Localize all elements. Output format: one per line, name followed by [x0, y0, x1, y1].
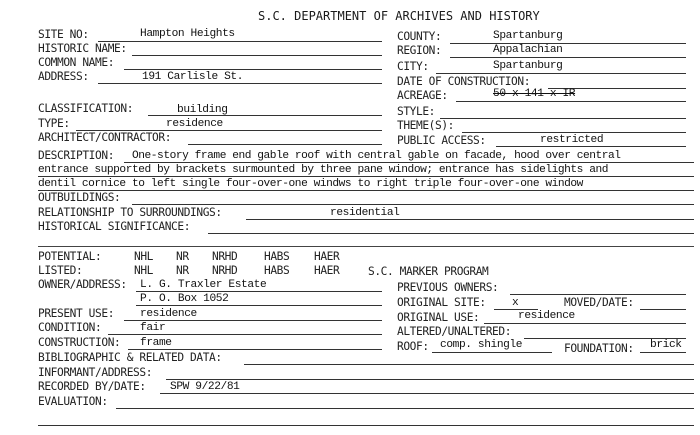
evaluation-label: EVALUATION:: [38, 395, 108, 408]
present-use-label: PRESENT USE:: [38, 307, 115, 320]
style-label: STYLE:: [397, 105, 436, 118]
previous-owners-label: PREVIOUS OWNERS:: [397, 281, 499, 294]
acreage-line: [456, 101, 686, 102]
potential-haer: HAER: [314, 250, 340, 263]
city-line: [436, 73, 686, 74]
public-access-value: restricted: [540, 134, 604, 146]
style-line: [440, 118, 686, 119]
listed-label: LISTED:: [38, 264, 83, 277]
region-line: [450, 57, 686, 58]
site-no-value: Hampton Heights: [140, 28, 235, 40]
description-rule-2: [38, 176, 694, 177]
city-label: CITY:: [397, 60, 429, 73]
county-line: [450, 43, 686, 44]
present-use-value: residence: [140, 308, 197, 320]
outbuildings-line: [132, 204, 694, 205]
themes-label: THEME(S):: [397, 119, 455, 132]
evaluation-line: [116, 408, 694, 409]
original-site-value: x: [512, 297, 519, 309]
site-no-line: [98, 41, 382, 42]
original-use-label: ORIGINAL USE:: [397, 311, 480, 324]
listed-nr: NR: [176, 264, 189, 277]
construction-value: frame: [140, 337, 172, 349]
bibliographic-label: BIBLIOGRAPHIC & RELATED DATA:: [38, 351, 222, 364]
city-value: Spartanburg: [493, 60, 563, 72]
themes-line: [462, 132, 686, 133]
outbuildings-label: OUTBUILDINGS:: [38, 191, 121, 204]
owner-address-label: OWNER/ADDRESS:: [38, 278, 127, 291]
type-value: residence: [166, 118, 223, 130]
classification-line: [148, 115, 382, 116]
owner-rule-1: [136, 291, 382, 292]
potential-nhl: NHL: [134, 250, 154, 263]
owner-line-1: L. G. Traxler Estate: [140, 279, 267, 291]
description-line-2: entrance supported by brackets surmounted by three pane window; entrance has sidelights and: [38, 164, 608, 176]
county-value: Spartanburg: [493, 30, 563, 42]
original-use-line: [484, 323, 686, 324]
relationship-label: RELATIONSHIP TO SURROUNDINGS:: [38, 206, 222, 219]
section-divider: [38, 246, 694, 247]
description-rule-1: [124, 162, 694, 163]
foundation-label: FOUNDATION:: [564, 342, 634, 355]
condition-label: CONDITION:: [38, 321, 102, 334]
marker-program-label: S.C. MARKER PROGRAM: [368, 265, 489, 278]
listed-habs: HABS: [264, 264, 290, 277]
recorded-by-label: RECORDED BY/DATE:: [38, 380, 146, 393]
altered-label: ALTERED/UNALTERED:: [397, 325, 512, 338]
moved-date-line: [640, 309, 686, 310]
significance-label: HISTORICAL SIGNIFICANCE:: [38, 220, 191, 233]
common-name-line: [124, 69, 382, 70]
historic-name-line: [132, 55, 382, 56]
construction-label: CONSTRUCTION:: [38, 336, 121, 349]
architect-label: ARCHITECT/CONTRACTOR:: [38, 131, 172, 144]
region-label: REGION:: [397, 44, 442, 57]
region-value: Appalachian: [493, 44, 563, 56]
significance-line: [208, 233, 694, 234]
county-label: COUNTY:: [397, 30, 442, 43]
acreage-label: ACREAGE:: [397, 89, 448, 102]
owner-line-2: P. O. Box 1052: [140, 293, 229, 305]
historic-name-label: HISTORIC NAME:: [38, 42, 127, 55]
informant-line: [166, 379, 694, 380]
date-of-construction-label: DATE OF CONSTRUCTION:: [397, 75, 531, 88]
roof-line: [432, 352, 552, 353]
previous-owners-line: [510, 294, 686, 295]
moved-date-label: MOVED/DATE:: [564, 296, 634, 309]
evaluation-line-2: [38, 425, 694, 426]
description-line-1: One-story frame end gable roof with central gable on facade, hood over central: [132, 150, 621, 162]
potential-habs: HABS: [264, 250, 290, 263]
public-access-line: [496, 146, 686, 147]
classification-value: building: [177, 104, 228, 116]
description-line-3: dentil cornice to left single four-over-one windws to right triple four-over-one window: [38, 178, 583, 190]
condition-value: fair: [140, 322, 166, 334]
condition-line: [108, 334, 382, 335]
potential-label: POTENTIAL:: [38, 250, 102, 263]
construction-line: [128, 349, 382, 350]
listed-haer: HAER: [314, 264, 340, 277]
description-label: DESCRIPTION:: [38, 149, 115, 162]
address-label: ADDRESS:: [38, 70, 89, 83]
classification-label: CLASSIFICATION:: [38, 102, 134, 115]
listed-nrhd: NRHD: [212, 264, 238, 277]
potential-nr: NR: [176, 250, 189, 263]
informant-label: INFORMANT/ADDRESS:: [38, 366, 153, 379]
acreage-value: 50 x 141 x IR: [493, 88, 576, 100]
listed-nhl: NHL: [134, 264, 154, 277]
site-no-label: SITE NO:: [38, 28, 89, 41]
present-use-line: [124, 320, 382, 321]
relationship-line: [246, 219, 694, 220]
architect-line: [188, 144, 382, 145]
relationship-value: residential: [330, 207, 400, 219]
description-rule-3: [38, 190, 694, 191]
common-name-label: COMMON NAME:: [38, 56, 115, 69]
recorded-by-value: SPW 9/22/81: [170, 381, 240, 393]
form-title: S.C. DEPARTMENT OF ARCHIVES AND HISTORY: [258, 9, 540, 23]
type-label: TYPE:: [38, 117, 70, 130]
address-value: 191 Carlisle St.: [142, 71, 244, 83]
foundation-value: brick: [650, 339, 682, 351]
public-access-label: PUBLIC ACCESS:: [397, 134, 486, 147]
recorded-by-line: [160, 393, 694, 394]
original-site-label: ORIGINAL SITE:: [397, 296, 486, 309]
roof-value: comp. shingle: [440, 339, 523, 351]
owner-rule-2: [136, 305, 382, 306]
potential-nrhd: NRHD: [212, 250, 238, 263]
address-line: [98, 83, 382, 84]
roof-label: ROOF:: [397, 340, 429, 353]
original-use-value: residence: [518, 310, 575, 322]
foundation-line: [640, 352, 686, 353]
bibliographic-line: [244, 364, 694, 365]
